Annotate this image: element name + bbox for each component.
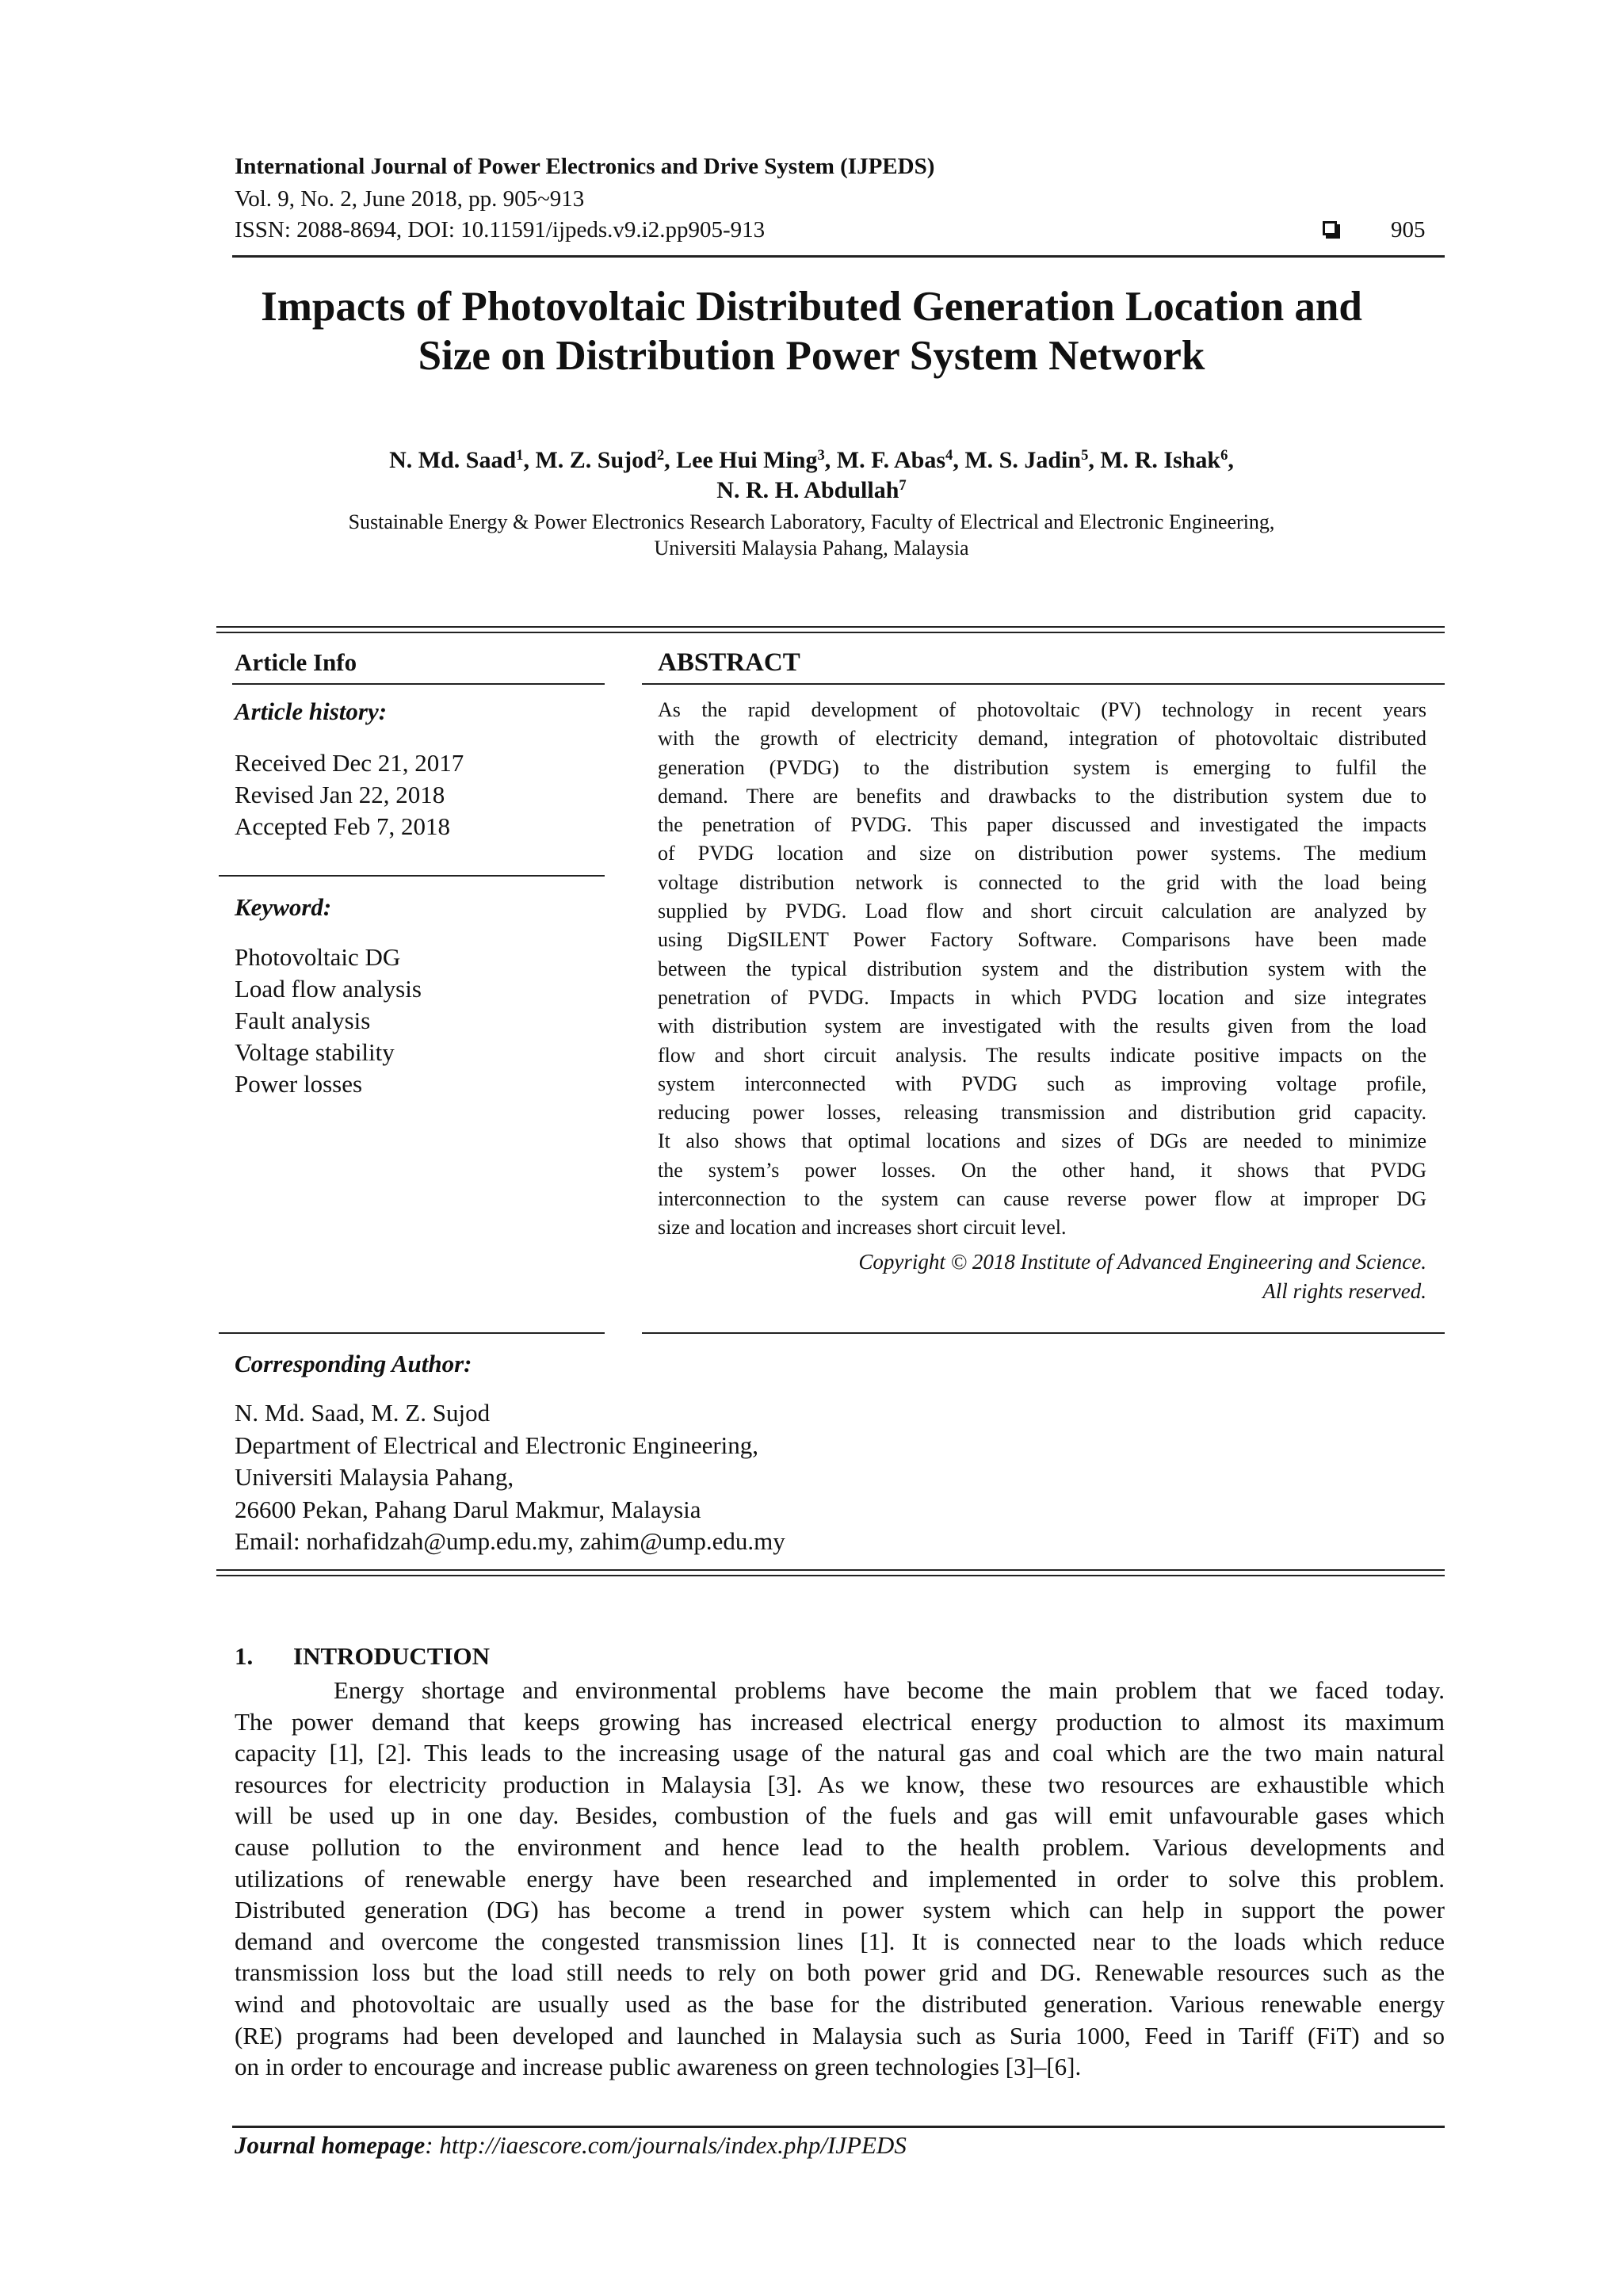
affiliation-marker: 5 (1081, 446, 1089, 464)
author-list (0, 445, 1623, 506)
info-box-top-rule (216, 626, 1445, 633)
section-heading: INTRODUCTION (293, 1642, 491, 1670)
homepage-label: Journal homepage (235, 2131, 426, 2159)
abstract-line: interconnection to the system can cause reverse power flow at improper DG (658, 1187, 1426, 1211)
abstract-line: of PVDG location and size on distribution power systems. The medium (658, 842, 1426, 865)
journal-name: International Journal of Power Electronics and Drive System (IJPEDS) (235, 154, 935, 179)
corresponding-department: Department of Electrical and Electronic Engineering, (235, 1431, 759, 1459)
homepage-colon: : (425, 2131, 440, 2159)
intro-line: capacity [1], [2]. This leads to the increasing usage of the natural gas and coal which are the two main natural (235, 1739, 1445, 1767)
paper-title-line1: Impacts of Photovoltaic Distributed Generation Location and (261, 284, 1362, 330)
abstract-line: using DigSILENT Power Factory Software. Comparisons have been made (658, 928, 1426, 952)
affiliation-marker: 6 (1220, 446, 1228, 464)
affiliation-marker: 3 (817, 446, 825, 464)
intro-line: The power demand that keeps growing has increased electrical energy production to almost its maximum (235, 1707, 1445, 1736)
affiliation-line1: Sustainable Energy & Power Electronics Research Laboratory, Faculty of Electrical and Electronic Engineering, (348, 510, 1275, 533)
keyword-heading: Keyword: (235, 893, 332, 921)
article-info-rule (232, 683, 605, 685)
corresponding-heading: Corresponding Author: (235, 1350, 472, 1377)
abstract-line: As the rapid development of photovoltaic (PV) technology in recent years (658, 698, 1426, 721)
corresponding-university: Universiti Malaysia Pahang, (235, 1463, 514, 1491)
keyword: Load flow analysis (235, 975, 422, 1003)
copyright-line2: All rights reserved. (1262, 1279, 1426, 1303)
abstract-line: It also shows that optimal locations and sizes of DGs are needed to minimize (658, 1129, 1426, 1153)
affiliation (0, 509, 1623, 561)
intro-line: Distributed generation (DG) has become a trend in power system which can help in support the power (235, 1896, 1445, 1924)
journal-issn: ISSN: 2088-8694, DOI: 10.11591/ijpeds.v9.i2.pp905-913 (235, 217, 766, 243)
journal-volume: Vol. 9, No. 2, June 2018, pp. 905~913 (235, 186, 585, 212)
paper-title (0, 282, 1623, 380)
intro-line: utilizations of renewable energy have been researched and implemented in order to solve this problem. (235, 1864, 1445, 1893)
abstract-line: between the typical distribution system and the distribution system with the (658, 957, 1426, 980)
keyword: Photovoltaic DG (235, 943, 401, 971)
author-name: , M. F. Abas (824, 447, 946, 473)
corresponding-details (235, 1397, 785, 1558)
author-name: , M. R. Ishak (1088, 447, 1221, 473)
intro-line: (RE) programs had been developed and launched in Malaysia such as Suria 1000, Feed in Tariff (FiT) and so (235, 2021, 1445, 2050)
intro-line: demand and overcome the congested transmission lines [1]. It is connected near to the loads which reduce (235, 1927, 1445, 1955)
abstract-line: supplied by PVDG. Load flow and short circuit calculation are analyzed by (658, 900, 1426, 923)
intro-line: Energy shortage and environmental problems have become the main problem that we faced today. (334, 1676, 1445, 1704)
abstract-line: generation (PVDG) to the distribution system is emerging to fulfil the (658, 755, 1426, 779)
section-number: 1. (235, 1642, 254, 1670)
affiliation-marker: 7 (899, 476, 907, 494)
keyword: Fault analysis (235, 1007, 371, 1034)
abstract-body (658, 696, 1426, 1243)
keyword: Power losses (235, 1070, 363, 1098)
intro-line: resources for electricity production in Malaysia [3]. As we know, these two resources are exhaustible which (235, 1770, 1445, 1798)
author-name: N. Md. Saad (389, 447, 517, 473)
copyright-line1: Copyright © 2018 Institute of Advanced Engineering and Science. (858, 1250, 1426, 1274)
abstract-heading: ABSTRACT (658, 648, 800, 677)
footer-rule (232, 2126, 1445, 2128)
abstract-bottom-rule (642, 1332, 1445, 1334)
keyword-rule (219, 875, 605, 877)
received-date: Received Dec 21, 2017 (235, 749, 464, 777)
intro-line: will be used up in one day. Besides, combustion of the fuels and gas will emit unfavourable gases which (235, 1801, 1445, 1830)
accepted-date: Accepted Feb 7, 2018 (235, 812, 451, 840)
abstract-line: demand. There are benefits and drawbacks to the distribution system due to (658, 784, 1426, 808)
revised-date: Revised Jan 22, 2018 (235, 781, 445, 808)
abstract-rule (642, 683, 1445, 685)
abstract-line: the system’s power losses. On the other hand, it shows that PVDG (658, 1158, 1426, 1182)
intro-line: transmission loss but the load still needs to rely on both power grid and DG. Renewable resources such as the (235, 1958, 1445, 1987)
info-left-bottom-rule (219, 1332, 605, 1334)
abstract-line: reducing power losses, releasing transmission and distribution grid capacity. (658, 1101, 1426, 1125)
intro-line: cause pollution to the environment and hence lead to the health problem. Various developments and (235, 1832, 1445, 1861)
affiliation-marker: 2 (656, 446, 665, 464)
author-name: N. R. H. Abdullah (716, 477, 899, 503)
abstract-line: voltage distribution network is connected to the grid with the load being (658, 870, 1426, 894)
affiliation-line2: Universiti Malaysia Pahang, Malaysia (654, 537, 969, 560)
journal-homepage (235, 2131, 907, 2160)
abstract-line: with the growth of electricity demand, integration of photovoltaic distributed (658, 727, 1426, 751)
abstract-line: the penetration of PVDG. This paper discussed and investigated the impacts (658, 813, 1426, 837)
author-name: , Lee Hui Ming (664, 447, 818, 473)
article-history (235, 747, 464, 842)
affiliation-marker: 1 (516, 446, 524, 464)
article-history-heading: Article history: (235, 697, 388, 725)
abstract-line: size and location and increases short circuit level. (658, 1216, 1067, 1240)
affiliation-marker: 4 (945, 446, 953, 464)
intro-line: wind and photovoltaic are usually used as the base for the distributed generation. Various renewable energy (235, 1989, 1445, 2018)
abstract-line: with distribution system are investigated with the results given from the load (658, 1014, 1426, 1038)
keyword-list (235, 942, 422, 1100)
corresponding-email: Email: norhafidzah@ump.edu.my, zahim@ump.edu.my (235, 1527, 785, 1555)
abstract-line: system interconnected with PVDG such as improving voltage profile, (658, 1072, 1426, 1095)
keyword: Voltage stability (235, 1038, 395, 1066)
header-rule (232, 255, 1445, 258)
abstract-line: penetration of PVDG. Impacts in which PVDG location and size integrates (658, 985, 1426, 1009)
paper-title-line2: Size on Distribution Power System Network (418, 333, 1205, 379)
abstract-line: flow and short circuit analysis. The results indicate positive impacts on the (658, 1043, 1426, 1067)
author-separator: , (1228, 447, 1234, 473)
author-name: , M. Z. Sujod (523, 447, 657, 473)
homepage-link[interactable]: http://iaescore.com/journals/index.php/IJPEDS (439, 2131, 907, 2159)
intro-line: on in order to encourage and increase public awareness on green technologies [3]–[6]. (235, 2053, 1082, 2081)
checkbox-icon (1323, 221, 1337, 235)
introduction-body (235, 1675, 1445, 2083)
corresponding-address: 26600 Pekan, Pahang Darul Makmur, Malaysia (235, 1495, 701, 1523)
article-info-heading: Article Info (235, 648, 357, 676)
page-number: 905 (1391, 217, 1426, 243)
corresponding-names: N. Md. Saad, M. Z. Sujod (235, 1399, 491, 1427)
copyright (658, 1247, 1426, 1306)
author-name: , M. S. Jadin (953, 447, 1082, 473)
info-box-bottom-rule (216, 1569, 1445, 1576)
